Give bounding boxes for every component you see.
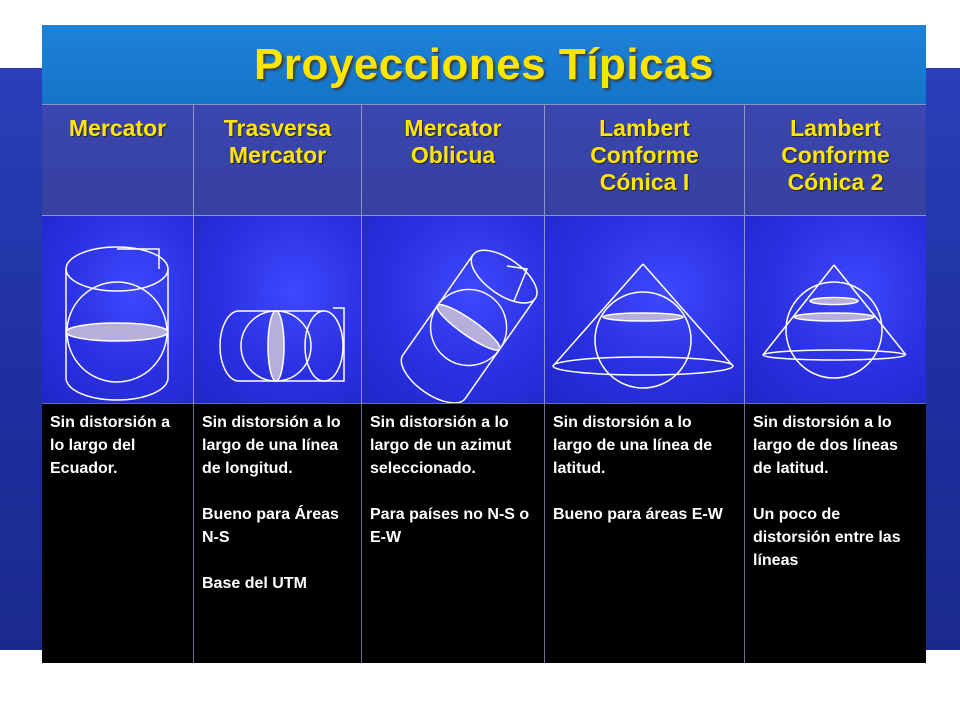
figure-cell-lambert-conic-1 bbox=[545, 215, 745, 403]
description-note: Bueno para áreas E-W bbox=[553, 506, 723, 523]
cone-tangent-icon bbox=[545, 216, 745, 404]
cylinder-oblique-icon bbox=[362, 216, 545, 404]
header-lambert-conic-1: Lambert Conforme Cónica I bbox=[545, 104, 745, 215]
description-text: Sin distorsión a lo largo de un azimut seleccionado. bbox=[370, 414, 512, 477]
projections-table bbox=[42, 25, 926, 663]
header-oblique-mercator: Mercator Oblicua bbox=[362, 104, 545, 215]
description-note: Base del UTM bbox=[202, 575, 307, 592]
description-note: Bueno para Áreas N-S bbox=[202, 506, 339, 546]
figure-row bbox=[42, 215, 926, 403]
description-note: Para países no N-S o E-W bbox=[370, 506, 530, 546]
figure-cell-lambert-conic-2 bbox=[745, 215, 926, 403]
header-lambert-conic-2: Lambert Conforme Cónica 2 bbox=[745, 104, 926, 215]
description-row bbox=[42, 403, 926, 663]
cylinder-vertical-icon bbox=[42, 216, 194, 404]
description-text: Sin distorsión a lo largo de una línea de latitud. bbox=[553, 414, 713, 477]
cylinder-horizontal-icon bbox=[194, 216, 362, 404]
header-row bbox=[42, 104, 926, 215]
cone-secant-icon bbox=[745, 216, 926, 404]
description-text: Sin distorsión a lo largo de una línea de longitud. bbox=[202, 414, 341, 477]
description-lambert-conic-1 bbox=[545, 403, 745, 663]
right-side-band bbox=[926, 68, 960, 650]
description-text: Sin distorsión a lo largo de dos líneas de latitud. bbox=[753, 414, 898, 477]
figure-cell-transverse-mercator bbox=[194, 215, 362, 403]
title-bar bbox=[42, 25, 926, 104]
figure-cell-oblique-mercator bbox=[362, 215, 545, 403]
description-mercator bbox=[42, 403, 194, 663]
figure-cell-mercator bbox=[42, 215, 194, 403]
header-transverse-mercator: Trasversa Mercator bbox=[194, 104, 362, 215]
description-oblique-mercator bbox=[362, 403, 545, 663]
header-mercator: Mercator bbox=[42, 104, 194, 215]
left-side-band bbox=[0, 68, 42, 650]
slide-title: Proyecciones Típicas bbox=[254, 39, 714, 89]
description-note: Un poco de distorsión entre las líneas bbox=[753, 506, 901, 569]
description-lambert-conic-2 bbox=[745, 403, 926, 663]
description-text: Sin distorsión a lo largo del Ecuador. bbox=[50, 414, 171, 477]
description-transverse-mercator bbox=[194, 403, 362, 663]
